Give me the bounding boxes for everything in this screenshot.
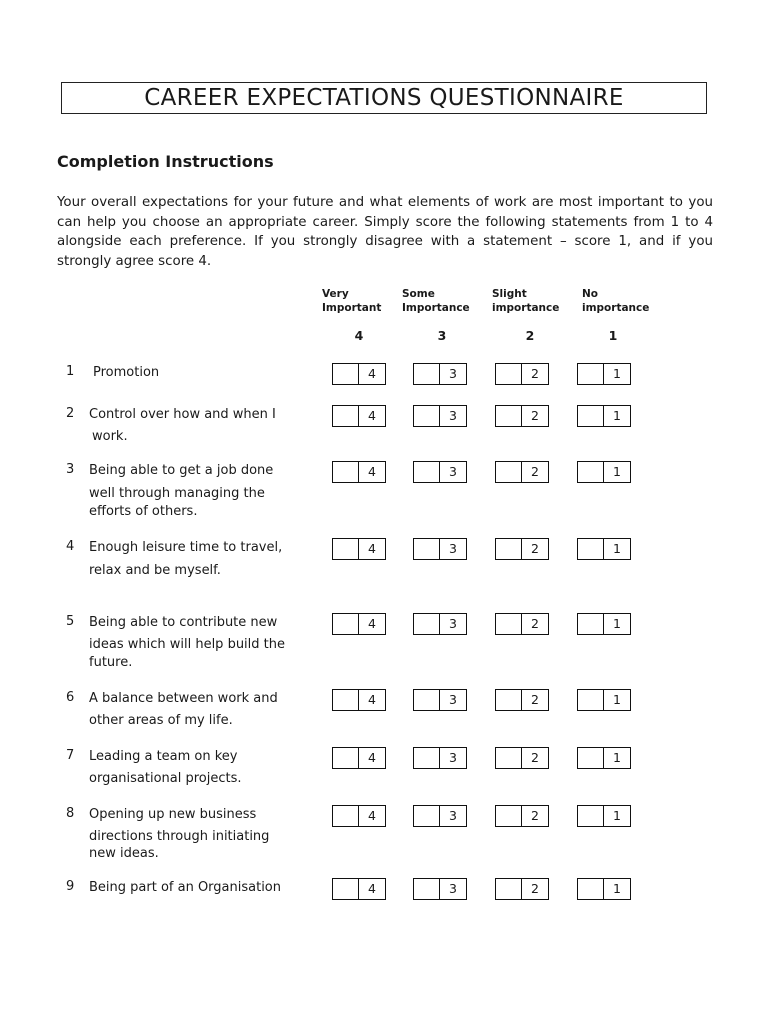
- score-box-2[interactable]: [495, 363, 549, 385]
- score-value: 2: [531, 541, 539, 556]
- page-title: CAREER EXPECTATIONS QUESTIONNAIRE: [61, 82, 707, 114]
- question-number: 9: [66, 879, 75, 894]
- question-text-line: Being able to get a job done: [89, 463, 274, 478]
- score-checkbox[interactable]: [414, 806, 440, 826]
- score-checkbox[interactable]: [414, 406, 440, 426]
- question-text-line: new ideas.: [89, 846, 159, 861]
- score-box-2[interactable]: [495, 613, 549, 635]
- question-number: 1: [66, 364, 75, 379]
- question-number: 3: [66, 462, 75, 477]
- score-box-3[interactable]: [413, 538, 467, 560]
- question-text-line: other areas of my life.: [89, 713, 233, 728]
- score-checkbox[interactable]: [414, 748, 440, 768]
- score-checkbox[interactable]: [578, 462, 604, 482]
- score-box-1[interactable]: [577, 747, 631, 769]
- score-value: 2: [531, 881, 539, 896]
- score-value: 2: [531, 692, 539, 707]
- score-box-4[interactable]: [332, 878, 386, 900]
- score-checkbox[interactable]: [578, 364, 604, 384]
- question-text-line: Being part of an Organisation: [89, 880, 282, 895]
- score-value: 4: [368, 808, 376, 823]
- score-value: 4: [368, 408, 376, 423]
- score-box-2[interactable]: [495, 878, 549, 900]
- score-checkbox[interactable]: [578, 879, 604, 899]
- question-text-line: relax and be myself.: [89, 563, 221, 578]
- instructions-heading: Completion Instructions: [57, 152, 274, 171]
- score-checkbox[interactable]: [496, 879, 522, 899]
- column-score-4: 4: [354, 328, 364, 343]
- question-text-line: Being able to contribute new: [89, 615, 278, 630]
- score-value: 2: [531, 408, 539, 423]
- question-number: 5: [66, 614, 75, 629]
- score-box-3[interactable]: [413, 805, 467, 827]
- score-checkbox[interactable]: [578, 806, 604, 826]
- question-number: 8: [66, 806, 75, 821]
- score-checkbox[interactable]: [414, 462, 440, 482]
- question-text-line: Promotion: [93, 365, 160, 380]
- score-value: 1: [613, 616, 621, 631]
- column-header-line: Important: [322, 302, 382, 314]
- column-score-2: 2: [525, 328, 535, 343]
- question-text-line: work.: [92, 429, 128, 444]
- score-box-2[interactable]: [495, 747, 549, 769]
- question-text-line: Enough leisure time to travel,: [89, 540, 283, 555]
- score-checkbox[interactable]: [414, 364, 440, 384]
- question-text-line: Leading a team on key: [89, 749, 238, 764]
- column-score-1: 1: [608, 328, 618, 343]
- score-checkbox[interactable]: [414, 614, 440, 634]
- score-checkbox[interactable]: [333, 879, 359, 899]
- score-box-2[interactable]: [495, 538, 549, 560]
- score-checkbox[interactable]: [578, 690, 604, 710]
- score-checkbox[interactable]: [496, 806, 522, 826]
- score-box-4[interactable]: [332, 747, 386, 769]
- score-value: 2: [531, 464, 539, 479]
- score-checkbox[interactable]: [496, 748, 522, 768]
- score-box-1[interactable]: [577, 405, 631, 427]
- column-header-line: Importance: [402, 302, 470, 314]
- question-text-line: directions through initiating: [89, 829, 270, 844]
- score-checkbox[interactable]: [496, 462, 522, 482]
- score-checkbox[interactable]: [496, 690, 522, 710]
- question-text-line: Opening up new business: [89, 807, 257, 822]
- score-value: 2: [531, 750, 539, 765]
- score-checkbox[interactable]: [496, 614, 522, 634]
- score-checkbox[interactable]: [496, 364, 522, 384]
- question-text-line: efforts of others.: [89, 504, 198, 519]
- score-value: 4: [368, 750, 376, 765]
- column-header-line: importance: [492, 302, 560, 314]
- score-box-4[interactable]: [332, 689, 386, 711]
- score-box-3[interactable]: [413, 461, 467, 483]
- score-box-1[interactable]: [577, 538, 631, 560]
- score-value: 4: [368, 464, 376, 479]
- score-checkbox[interactable]: [578, 748, 604, 768]
- score-box-1[interactable]: [577, 613, 631, 635]
- score-checkbox[interactable]: [333, 806, 359, 826]
- question-text-line: future.: [89, 655, 133, 670]
- score-checkbox[interactable]: [333, 539, 359, 559]
- score-value: 2: [531, 616, 539, 631]
- score-value: 2: [531, 808, 539, 823]
- score-checkbox[interactable]: [414, 879, 440, 899]
- column-header-slight-importance: [492, 287, 582, 315]
- score-checkbox[interactable]: [333, 614, 359, 634]
- score-value: 4: [368, 692, 376, 707]
- question-text-line: ideas which will help build the: [89, 637, 286, 652]
- instructions-text: Your overall expectations for your future and what elements of work are most important to you can help you choose an appropriate career. Simply score the following statements from 1 to 4 alongside each preference. If you strongly disagree with a statement – score 1, and if you strongly agree score 4.: [57, 195, 713, 269]
- score-checkbox[interactable]: [496, 539, 522, 559]
- score-box-4[interactable]: [332, 805, 386, 827]
- score-value: 3: [449, 881, 457, 896]
- score-box-1[interactable]: [577, 689, 631, 711]
- score-checkbox[interactable]: [414, 690, 440, 710]
- score-value: 4: [368, 366, 376, 381]
- question-number: 4: [66, 539, 75, 554]
- score-box-4[interactable]: [332, 461, 386, 483]
- score-value: 1: [613, 366, 621, 381]
- score-value: 4: [368, 881, 376, 896]
- score-box-2[interactable]: [495, 689, 549, 711]
- score-box-2[interactable]: [495, 461, 549, 483]
- score-box-2[interactable]: [495, 405, 549, 427]
- question-text-line: A balance between work and: [89, 691, 278, 706]
- score-checkbox[interactable]: [333, 364, 359, 384]
- score-value: 1: [613, 692, 621, 707]
- score-value: 3: [449, 464, 457, 479]
- score-value: 4: [368, 616, 376, 631]
- score-box-1[interactable]: [577, 878, 631, 900]
- score-checkbox[interactable]: [496, 406, 522, 426]
- score-box-4[interactable]: [332, 405, 386, 427]
- score-value: 1: [613, 808, 621, 823]
- column-score-3: 3: [437, 328, 447, 343]
- column-header-line: Slight: [492, 288, 527, 300]
- column-header-line: Some: [402, 288, 435, 300]
- score-box-1[interactable]: [577, 363, 631, 385]
- score-box-1[interactable]: [577, 805, 631, 827]
- score-value: 3: [449, 692, 457, 707]
- score-value: 1: [613, 750, 621, 765]
- score-box-3[interactable]: [413, 689, 467, 711]
- column-header-line: importance: [582, 302, 650, 314]
- score-box-3[interactable]: [413, 747, 467, 769]
- score-box-3[interactable]: [413, 613, 467, 635]
- column-header-line: Very: [322, 288, 349, 300]
- question-number: 7: [66, 748, 75, 763]
- score-box-2[interactable]: [495, 805, 549, 827]
- question-number: 6: [66, 690, 75, 705]
- score-box-4[interactable]: [332, 363, 386, 385]
- score-value: 3: [449, 616, 457, 631]
- score-box-4[interactable]: [332, 613, 386, 635]
- score-value: 3: [449, 750, 457, 765]
- score-checkbox[interactable]: [414, 539, 440, 559]
- score-value: 3: [449, 541, 457, 556]
- score-value: 1: [613, 541, 621, 556]
- score-checkbox[interactable]: [333, 462, 359, 482]
- score-box-3[interactable]: [413, 878, 467, 900]
- score-checkbox[interactable]: [333, 406, 359, 426]
- score-value: 1: [613, 464, 621, 479]
- question-number: 2: [66, 406, 75, 421]
- score-value: 1: [613, 408, 621, 423]
- score-checkbox[interactable]: [578, 539, 604, 559]
- score-box-3[interactable]: [413, 405, 467, 427]
- question-text-line: Control over how and when I: [89, 407, 276, 422]
- score-box-4[interactable]: [332, 538, 386, 560]
- question-text-line: well through managing the: [89, 486, 265, 501]
- score-box-1[interactable]: [577, 461, 631, 483]
- column-header-no-importance: [582, 287, 672, 315]
- score-box-3[interactable]: [413, 363, 467, 385]
- column-header-line: No: [582, 288, 599, 300]
- score-checkbox[interactable]: [578, 614, 604, 634]
- score-value: 2: [531, 366, 539, 381]
- score-value: 4: [368, 541, 376, 556]
- score-value: 3: [449, 408, 457, 423]
- score-checkbox[interactable]: [578, 406, 604, 426]
- score-checkbox[interactable]: [333, 748, 359, 768]
- question-text-line: organisational projects.: [89, 771, 242, 786]
- column-header-some-importance: [402, 287, 492, 315]
- score-value: 3: [449, 808, 457, 823]
- score-value: 1: [613, 881, 621, 896]
- score-value: 3: [449, 366, 457, 381]
- column-header-very-important: [322, 287, 412, 315]
- score-checkbox[interactable]: [333, 690, 359, 710]
